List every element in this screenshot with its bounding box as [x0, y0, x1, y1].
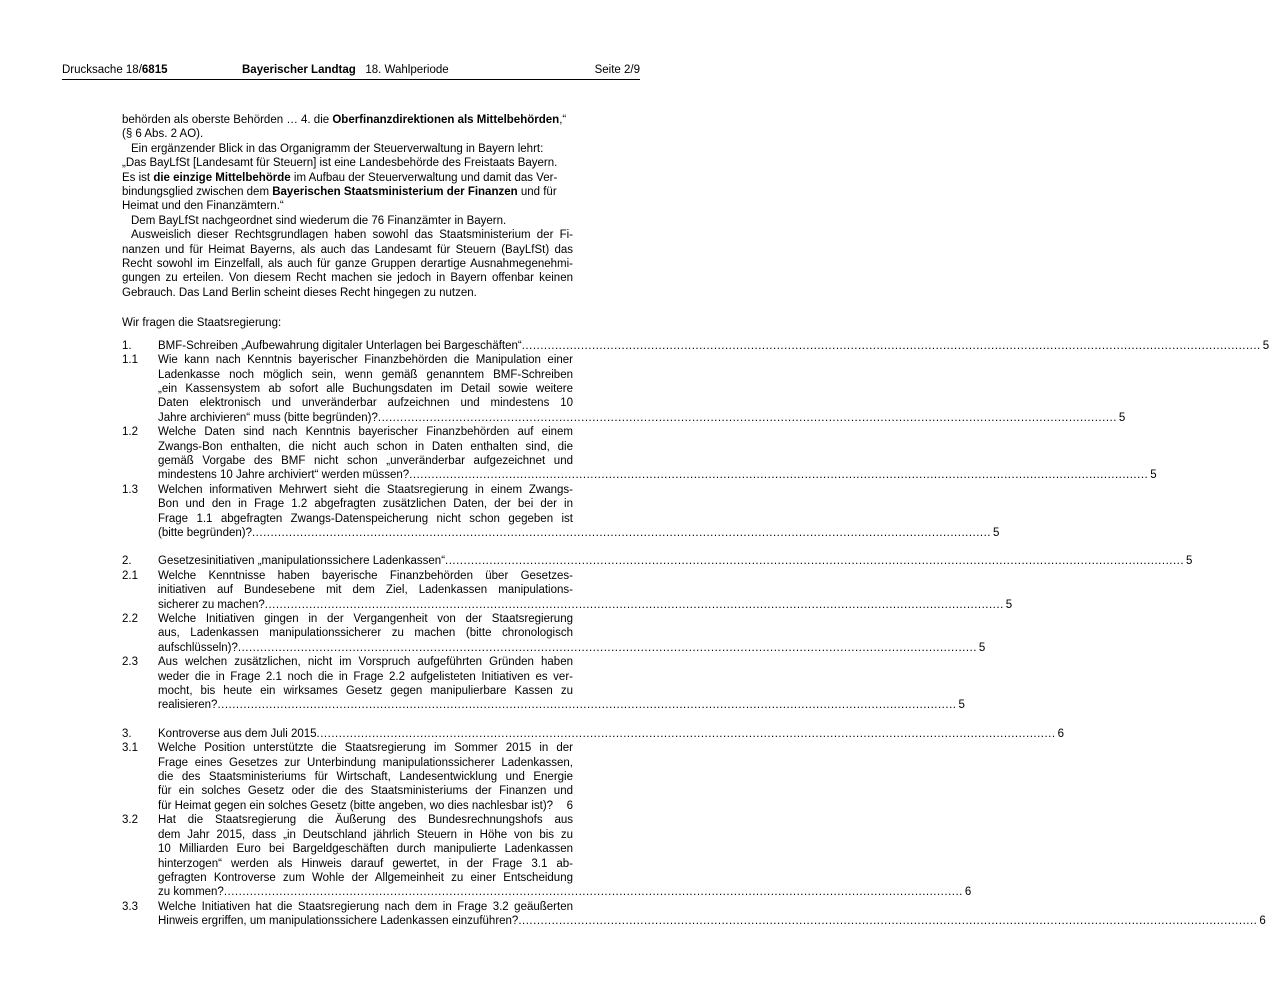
question-item	[122, 813, 972, 899]
question-text	[158, 900, 1266, 929]
question-last-line	[158, 598, 1013, 612]
question-line: die des Staatsministeriums für Wirtschaft, Landesentwicklung und Energie	[158, 771, 573, 784]
question-text	[158, 554, 1193, 568]
question-text	[158, 813, 972, 899]
question-text	[158, 353, 1126, 425]
question-line: für Heimat gegen ein solches Gesetz (bitte angeben, wo dies nachlesbar ist)?	[158, 799, 554, 812]
question-line: Wie kann nach Kenntnis bayerischer Finanzbehörden die Manipulation einer	[158, 354, 573, 367]
question-text	[158, 569, 1013, 612]
question-line: mindestens 10 Jahre archiviert“ werden müssen?	[158, 469, 410, 482]
question-number: 2.2	[122, 613, 138, 625]
question-text	[158, 727, 1064, 741]
question-line: Aus welchen zusätzlichen, nicht im Vorspruch aufgeführten Gründen haben	[158, 656, 573, 669]
dot-leader: ........................................................................................................................................................................................................	[521, 339, 1261, 352]
question-line: „ein Kassensystem ab sofort alle Buchungsdaten im Detail sowie weitere	[158, 382, 573, 395]
text: im Aufbau der Steuerverwaltung und damit das Ver-	[290, 171, 558, 184]
question-line: Bon und den in Frage 1.2 abgefragten zusätzlichen Daten, der bei der in	[158, 498, 573, 511]
question-line: sicherer zu machen?	[158, 598, 265, 611]
intro-paragraph-2	[122, 142, 573, 214]
question-line: Ladenkasse noch möglich sein, wenn gemäß genanntem BMF-Schreiben	[158, 368, 573, 381]
question-item	[122, 741, 573, 813]
emphasis: Oberfinanzdirektionen als Mittelbehörden	[332, 114, 560, 126]
question-text	[158, 741, 573, 813]
text: gungen zu erteilen. Von diesem Recht machen sie jedoch in Bayern offenbar keinen	[122, 272, 573, 285]
question-section	[122, 554, 1193, 712]
answer-page-number: 5	[993, 526, 1000, 539]
document-body	[122, 113, 1269, 929]
dot-leader: ........................................................................................................................................................................................................	[445, 555, 1185, 568]
page-number: Seite 2/9	[594, 64, 640, 76]
answer-page-number: 5	[1262, 339, 1269, 352]
question-number: 2.	[122, 555, 132, 568]
question-line: weder die in Frage 2.1 noch die in Frage 2.2 aufgelisteten Initiativen es ver-	[158, 670, 573, 683]
question-number: 3.2	[122, 814, 138, 827]
question-line: hinterzogen“ werden als Hinweis darauf gewertet, in der Frage 3.1 ab-	[158, 857, 573, 870]
question-line: (bitte begründen)?	[158, 526, 252, 539]
question-line: Hinweis ergriffen, um manipulationssichere Ladenkassen einzuführen?	[158, 915, 519, 928]
question-number: 3.	[122, 727, 132, 740]
text: Es ist	[122, 171, 154, 184]
question-number: 1.3	[122, 483, 138, 496]
text: Recht sowohl im Einzelfall, als auch für ganze Gruppen derartige Ausnahmegenehmi-	[122, 258, 573, 271]
question-item	[122, 569, 1013, 612]
question-item	[122, 612, 986, 655]
question-item	[122, 483, 1000, 541]
dot-leader: ........................................................................................................................................................................................................	[316, 727, 1056, 740]
question-last-line	[158, 914, 1266, 928]
parliament-name: Bayerischer Landtag	[242, 64, 356, 76]
question-line: Welche Initiativen hat die Staatsregierung nach dem in Frage 3.2 geäußerten	[158, 900, 573, 913]
dot-leader: ........................................................................................................................................................................................................	[251, 526, 991, 539]
question-line: Jahre archivieren“ muss (bitte begründen)?	[158, 411, 378, 424]
answer-page-number: 5	[1150, 469, 1157, 482]
text: (§ 6 Abs. 2 AO).	[122, 128, 204, 141]
question-line: Gesetzesinitiativen „manipulationssichere Ladenkassen“	[158, 555, 446, 568]
page-header	[62, 64, 640, 80]
dot-leader: ........................................................................................................................................................................................................	[237, 641, 977, 654]
intro-paragraph-4	[122, 228, 573, 300]
answer-page-number: 6	[1057, 727, 1064, 740]
text: nanzen und für Heimat Bayerns, als auch das Landesamt für Steuern (BayLfSt) das	[122, 243, 573, 256]
question-last-line	[158, 799, 573, 813]
text: und für	[517, 186, 557, 199]
question-text	[158, 339, 1269, 353]
question-section	[122, 727, 1266, 929]
answer-page-number: 6	[964, 886, 972, 899]
question-line: realisieren?	[158, 699, 218, 712]
question-line: Kontroverse aus dem Juli 2015	[158, 727, 317, 740]
dot-leader: ........................................................................................................................................................................................................	[409, 469, 1149, 482]
section-gap	[122, 713, 573, 727]
question-last-line	[158, 698, 965, 712]
spacer	[122, 300, 573, 316]
question-last-line	[158, 526, 1000, 540]
parliament-label	[242, 64, 449, 77]
text: Ausweislich dieser Rechtsgrundlagen haben sowohl das Staatsministerium der Fi-	[131, 229, 573, 242]
legislative-period: 18. Wahlperiode	[365, 64, 449, 76]
question-item	[122, 339, 1269, 353]
question-line: aufschlüsseln)?	[158, 641, 238, 654]
question-line: Frage eines Gesetzes zur Unterbindung manipulationssicherer Ladenkassen,	[158, 756, 573, 769]
dot-leader: ........................................................................................................................................................................................................	[264, 598, 1004, 611]
question-line: Zwangs-Bon enthalten, die nicht auch schon in Daten enthalten sind, die	[158, 440, 573, 453]
question-number: 1.	[122, 339, 132, 352]
question-number: 3.1	[122, 742, 138, 755]
emphasis: die einzige Mittelbehörde	[153, 171, 291, 184]
question-item	[122, 900, 1266, 929]
question-last-line	[158, 411, 1126, 425]
question-number: 2.3	[122, 656, 138, 669]
answer-page-number: 5	[1005, 598, 1013, 611]
question-item	[122, 425, 1157, 483]
question-line: Welchen informativen Mehrwert sieht die Staatsregierung in einem Zwangs-	[158, 483, 573, 496]
dot-leader: ........................................................................................................................................................................................................	[217, 699, 957, 712]
question-last-line	[158, 468, 1157, 482]
question-line: Welche Position unterstützte die Staatsregierung im Sommer 2015 in der	[158, 742, 573, 755]
question-number: 1.2	[122, 426, 138, 439]
question-line: Welche Initiativen gingen in der Vergangenheit von der Staatsregierung	[158, 613, 573, 625]
question-line: aus, Ladenkassen manipulationssicherer zu machen (bitte chronologisch	[158, 627, 573, 640]
question-line: mocht, bis heute ein wirksames Gesetz gegen manipulierbare Kassen zu	[158, 685, 573, 698]
question-last-line	[158, 885, 972, 899]
question-item	[122, 655, 965, 713]
question-line: Frage 1.1 abgefragten Zwangs-Datenspeicherung nicht schon gegeben ist	[158, 512, 573, 525]
question-line: Welche Kenntnisse haben bayerische Finanzbehörden über Gesetzes-	[158, 569, 573, 582]
question-number: 2.1	[122, 569, 138, 582]
question-line: Daten elektronisch und unveränderbar aufzeichnen und mindestens 10	[158, 397, 573, 410]
print-number	[62, 64, 168, 77]
text: bindungsglied zwischen dem	[122, 186, 273, 199]
answer-page-number: 6	[1259, 915, 1266, 928]
answer-page-number: 5	[978, 641, 986, 654]
question-line: für ein solches Gesetz oder die des Staatsministeriums der Finanzen und	[158, 785, 573, 798]
dot-leader: ........................................................................................................................................................................................................	[518, 915, 1258, 928]
print-number-prefix: Drucksache 18/	[62, 64, 142, 76]
question-text	[158, 655, 965, 713]
question-line: initiativen auf Bundesebene mit dem Ziel, Ladenkassen manipulations-	[158, 584, 573, 597]
question-text	[158, 425, 1157, 483]
question-last-line	[158, 641, 986, 655]
question-list	[122, 339, 1269, 929]
dot-leader: ........................................................................................................................................................................................................	[377, 411, 1117, 424]
emphasis: Bayerischen Staatsministerium der Finanzen	[272, 186, 518, 199]
intro-paragraph-1	[122, 113, 573, 142]
question-last-line	[158, 554, 1193, 568]
question-item	[122, 727, 1064, 741]
question-line: gefragten Kontroverse zum Wohle der Allgemeinheit zu einer Entscheidung	[158, 871, 573, 884]
question-item	[122, 353, 1126, 425]
question-line: dem Jahr 2015, dass „in Deutschland jährlich Steuern in Höhe von bis zu	[158, 828, 573, 841]
question-number: 1.1	[122, 354, 138, 367]
dot-leader: ........................................................................................................................................................................................................	[223, 886, 963, 899]
intro-paragraph-3	[122, 214, 573, 228]
question-text	[158, 612, 986, 655]
question-line: 10 Milliarden Euro bei Bargeldgeschäften durch manipulierte Ladenkassen	[158, 843, 573, 856]
question-last-line	[158, 339, 1269, 353]
answer-page-number: 6	[566, 799, 573, 812]
question-line: BMF-Schreiben „Aufbewahrung digitaler Unterlagen bei Bargeschäften“	[158, 339, 522, 352]
text: „Das BayLfSt [Landesamt für Steuern] ist eine Landesbehörde des Freistaats Bayern.	[122, 157, 558, 170]
print-number-value: 6815	[141, 64, 168, 76]
text: Gebrauch. Das Land Berlin scheint dieses Recht hingegen zu nutzen.	[122, 286, 477, 299]
section-gap	[122, 540, 573, 554]
answer-page-number: 5	[958, 699, 965, 712]
question-line: zu kommen?	[158, 886, 224, 899]
question-line: Welche Daten sind nach Kenntnis bayerischer Finanzbehörden auf einem	[158, 426, 573, 439]
dot-leader	[553, 799, 565, 813]
text: ,“	[559, 114, 567, 126]
question-intro: Wir fragen die Staatsregierung:	[122, 317, 282, 330]
question-line: gemäß Vorgabe des BMF nicht schon „unveränderbar aufgezeichnet und	[158, 454, 573, 467]
question-line: Hat die Staatsregierung die Äußerung des Bundesrechnungshofs aus	[158, 814, 573, 827]
answer-page-number: 5	[1186, 555, 1193, 568]
question-number: 3.3	[122, 900, 138, 913]
text: Dem BayLfSt nachgeordnet sind wiederum die 76 Finanzämter in Bayern.	[131, 214, 507, 227]
text: Heimat und den Finanzämtern.“	[122, 200, 284, 213]
answer-page-number: 5	[1118, 411, 1126, 424]
question-item	[122, 554, 1193, 568]
text: Ein ergänzender Blick in das Organigramm der Steuerverwaltung in Bayern lehrt:	[131, 142, 544, 155]
question-text	[158, 483, 1000, 541]
text: behörden als oberste Behörden … 4. die	[122, 114, 333, 126]
question-section	[122, 339, 1269, 541]
question-last-line	[158, 727, 1064, 741]
